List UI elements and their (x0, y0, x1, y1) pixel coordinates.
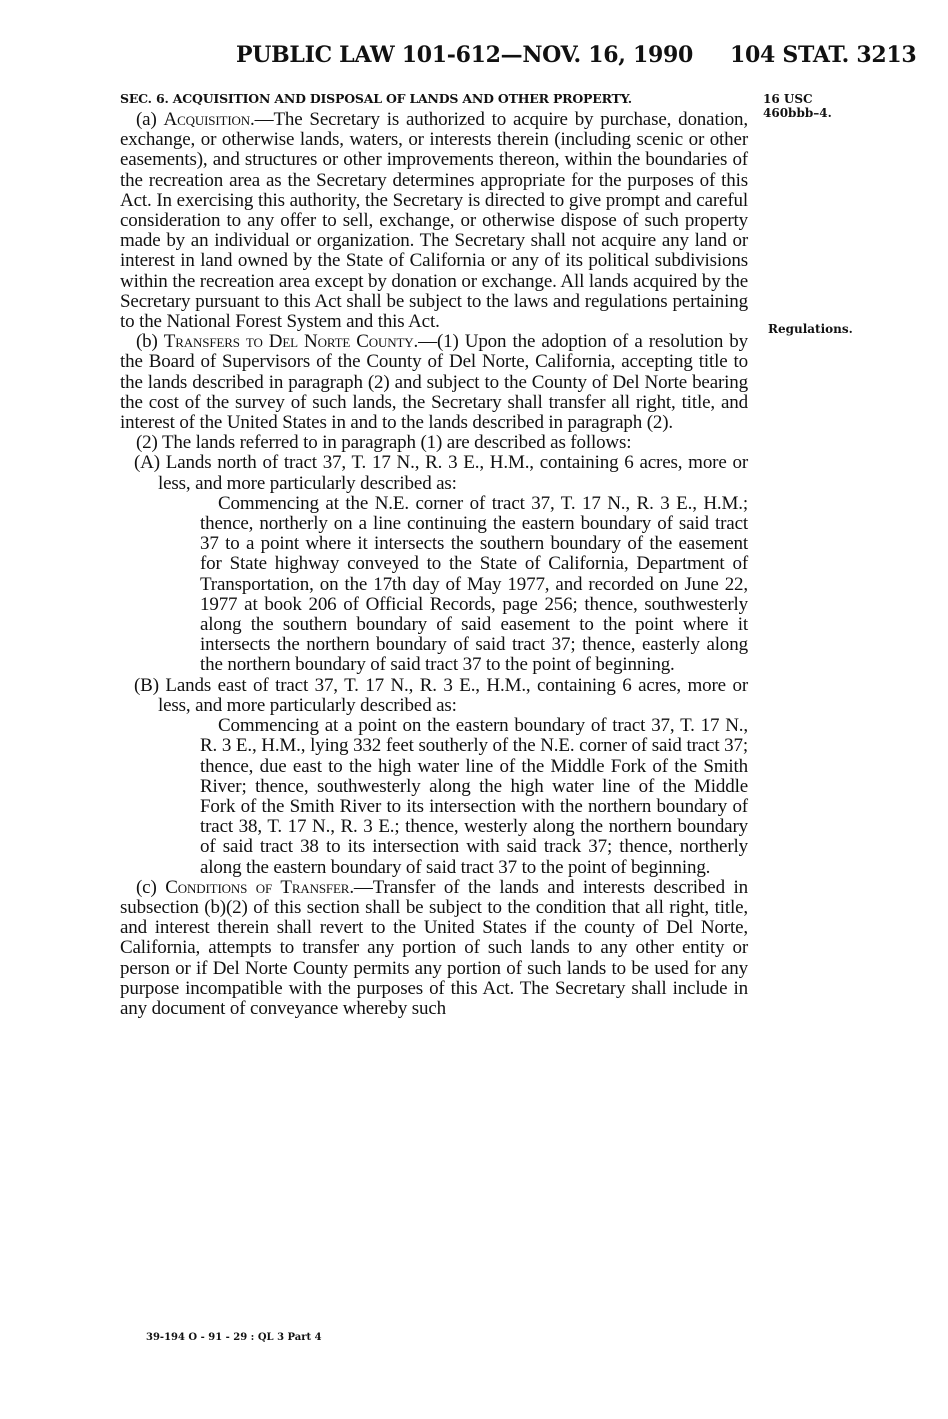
subsection-a-label: (a) (136, 109, 164, 130)
running-head-stat-citation: 104 STAT. 3213 (730, 42, 917, 68)
margin-note-usc-line2: 460bbb–4. (763, 106, 832, 120)
subsection-a (120, 110, 748, 332)
margin-note-regulations: Regulations. (768, 322, 853, 336)
subsection-b-text: .—(1) Upon the adoption of a resolution by the Board of Supervisors of the County of Del Norte, California, accepting title to the lands described in paragraph (2) and subject to the County of Del Norte bearing the cost of the survey of such lands, the Secretary shall transfer all right, title, and interest of the United States in and to the lands described in paragraph (2). (120, 331, 748, 434)
subsection-c-heading: Conditions of Transfer (165, 876, 350, 898)
section-heading: SEC. 6. ACQUISITION AND DISPOSAL OF LANDS AND OTHER PROPERTY. (120, 91, 632, 106)
subsection-a-heading: Acquisition (163, 109, 250, 130)
running-head (0, 42, 948, 74)
running-head-title: PUBLIC LAW 101-612—NOV. 16, 1990 (236, 42, 694, 68)
subparagraph-a-lead: (A) Lands north of tract 37, T. 17 N., R. 3 E., H.M., containing 6 acres, more or less, and more particularly described as: (134, 452, 748, 494)
subsection-b-label: (b) (136, 331, 164, 353)
subsection-c (120, 878, 748, 1019)
subsection-a-text: .—The Secretary is authorized to acquire by purchase, donation, exchange, or otherwise lands, waters, or interests therein (including scenic or other easements), and structures or other improvements thereon, within the boundaries of the recreation area as the Secretary determines appropriate for the purposes of this Act. In exercising this authority, the Secretary is directed to give prompt and careful consideration to any offer to sell, exchange, or otherwise dispose of such property made by an individual or organization. The Secretary shall not acquire any land or interest in land owned by the State of California or any of its political subdivisions within the recreation area except by donation or exchange. All lands acquired by the Secretary pursuant to this Act shall be subject to the laws and regulations pertaining to the National Forest System and this Act. (120, 109, 748, 333)
subsection-b-heading: Transfers to Del Norte County (163, 331, 414, 353)
subparagraph-b-lead: (B) Lands east of tract 37, T. 17 N., R. 3 E., H.M., containing 6 acres, more or less, and more particularly described as: (134, 674, 748, 716)
subparagraph-a-description: Commencing at the N.E. corner of tract 37, T. 17 N., R. 3 E., H.M.; thence, northerly on a line continuing the eastern boundary of said tract 37 to a point where it intersects the southern boundary of the easement for State highway conveyed to the State of California, Department of Transportation, on the 17th day of May 1977, and recorded on June 22, 1977 at book 206 of Official Records, page 256; thence, southwesterly along the southern boundary of said easement to the point where it intersects the northern boundary of said tract 37; thence, easterly along the northern boundary of said tract 37 to the point of beginning. (200, 492, 748, 676)
body-text (120, 88, 748, 1019)
subparagraph-b-description: Commencing at a point on the eastern boundary of tract 37, T. 17 N., R. 3 E., H.M., lying 332 feet southerly of the N.E. corner of said tract 37; thence, due east to the high water line of the Middle Fork of the Smith River; thence, southwesterly along the high water line of the Middle Fork of the Smith River to its intersection with the northern boundary of tract 38, T. 17 N., R. 3 E.; thence, westerly along the northern boundary of said tract 38 to its intersection with said track 37; thence, northerly along the eastern boundary of said tract 37 to the point of beginning. (200, 715, 748, 878)
subsection-b-paragraph-2: (2) The lands referred to in paragraph (1) are described as follows: (136, 432, 632, 454)
subsection-b (120, 332, 748, 433)
margin-note-usc-citation (763, 92, 832, 120)
subsection-c-text: .—Transfer of the lands and interests described in subsection (b)(2) of this section shall be subject to the condition that all right, title, and interest therein shall revert to the United States if the county of Del Norte, California, attempts to transfer any portion of such lands to any other entity or person or if Del Norte County permits any portion of such lands to be used for any purpose incompatible with the purposes of this Act. The Secretary shall include in any document of conveyance whereby such (120, 876, 748, 1019)
margin-note-usc-line1: 16 USC (763, 92, 813, 106)
subsection-c-label: (c) (136, 876, 166, 898)
printer-footer-code: 39-194 O - 91 - 29 : QL 3 Part 4 (146, 1332, 322, 1343)
